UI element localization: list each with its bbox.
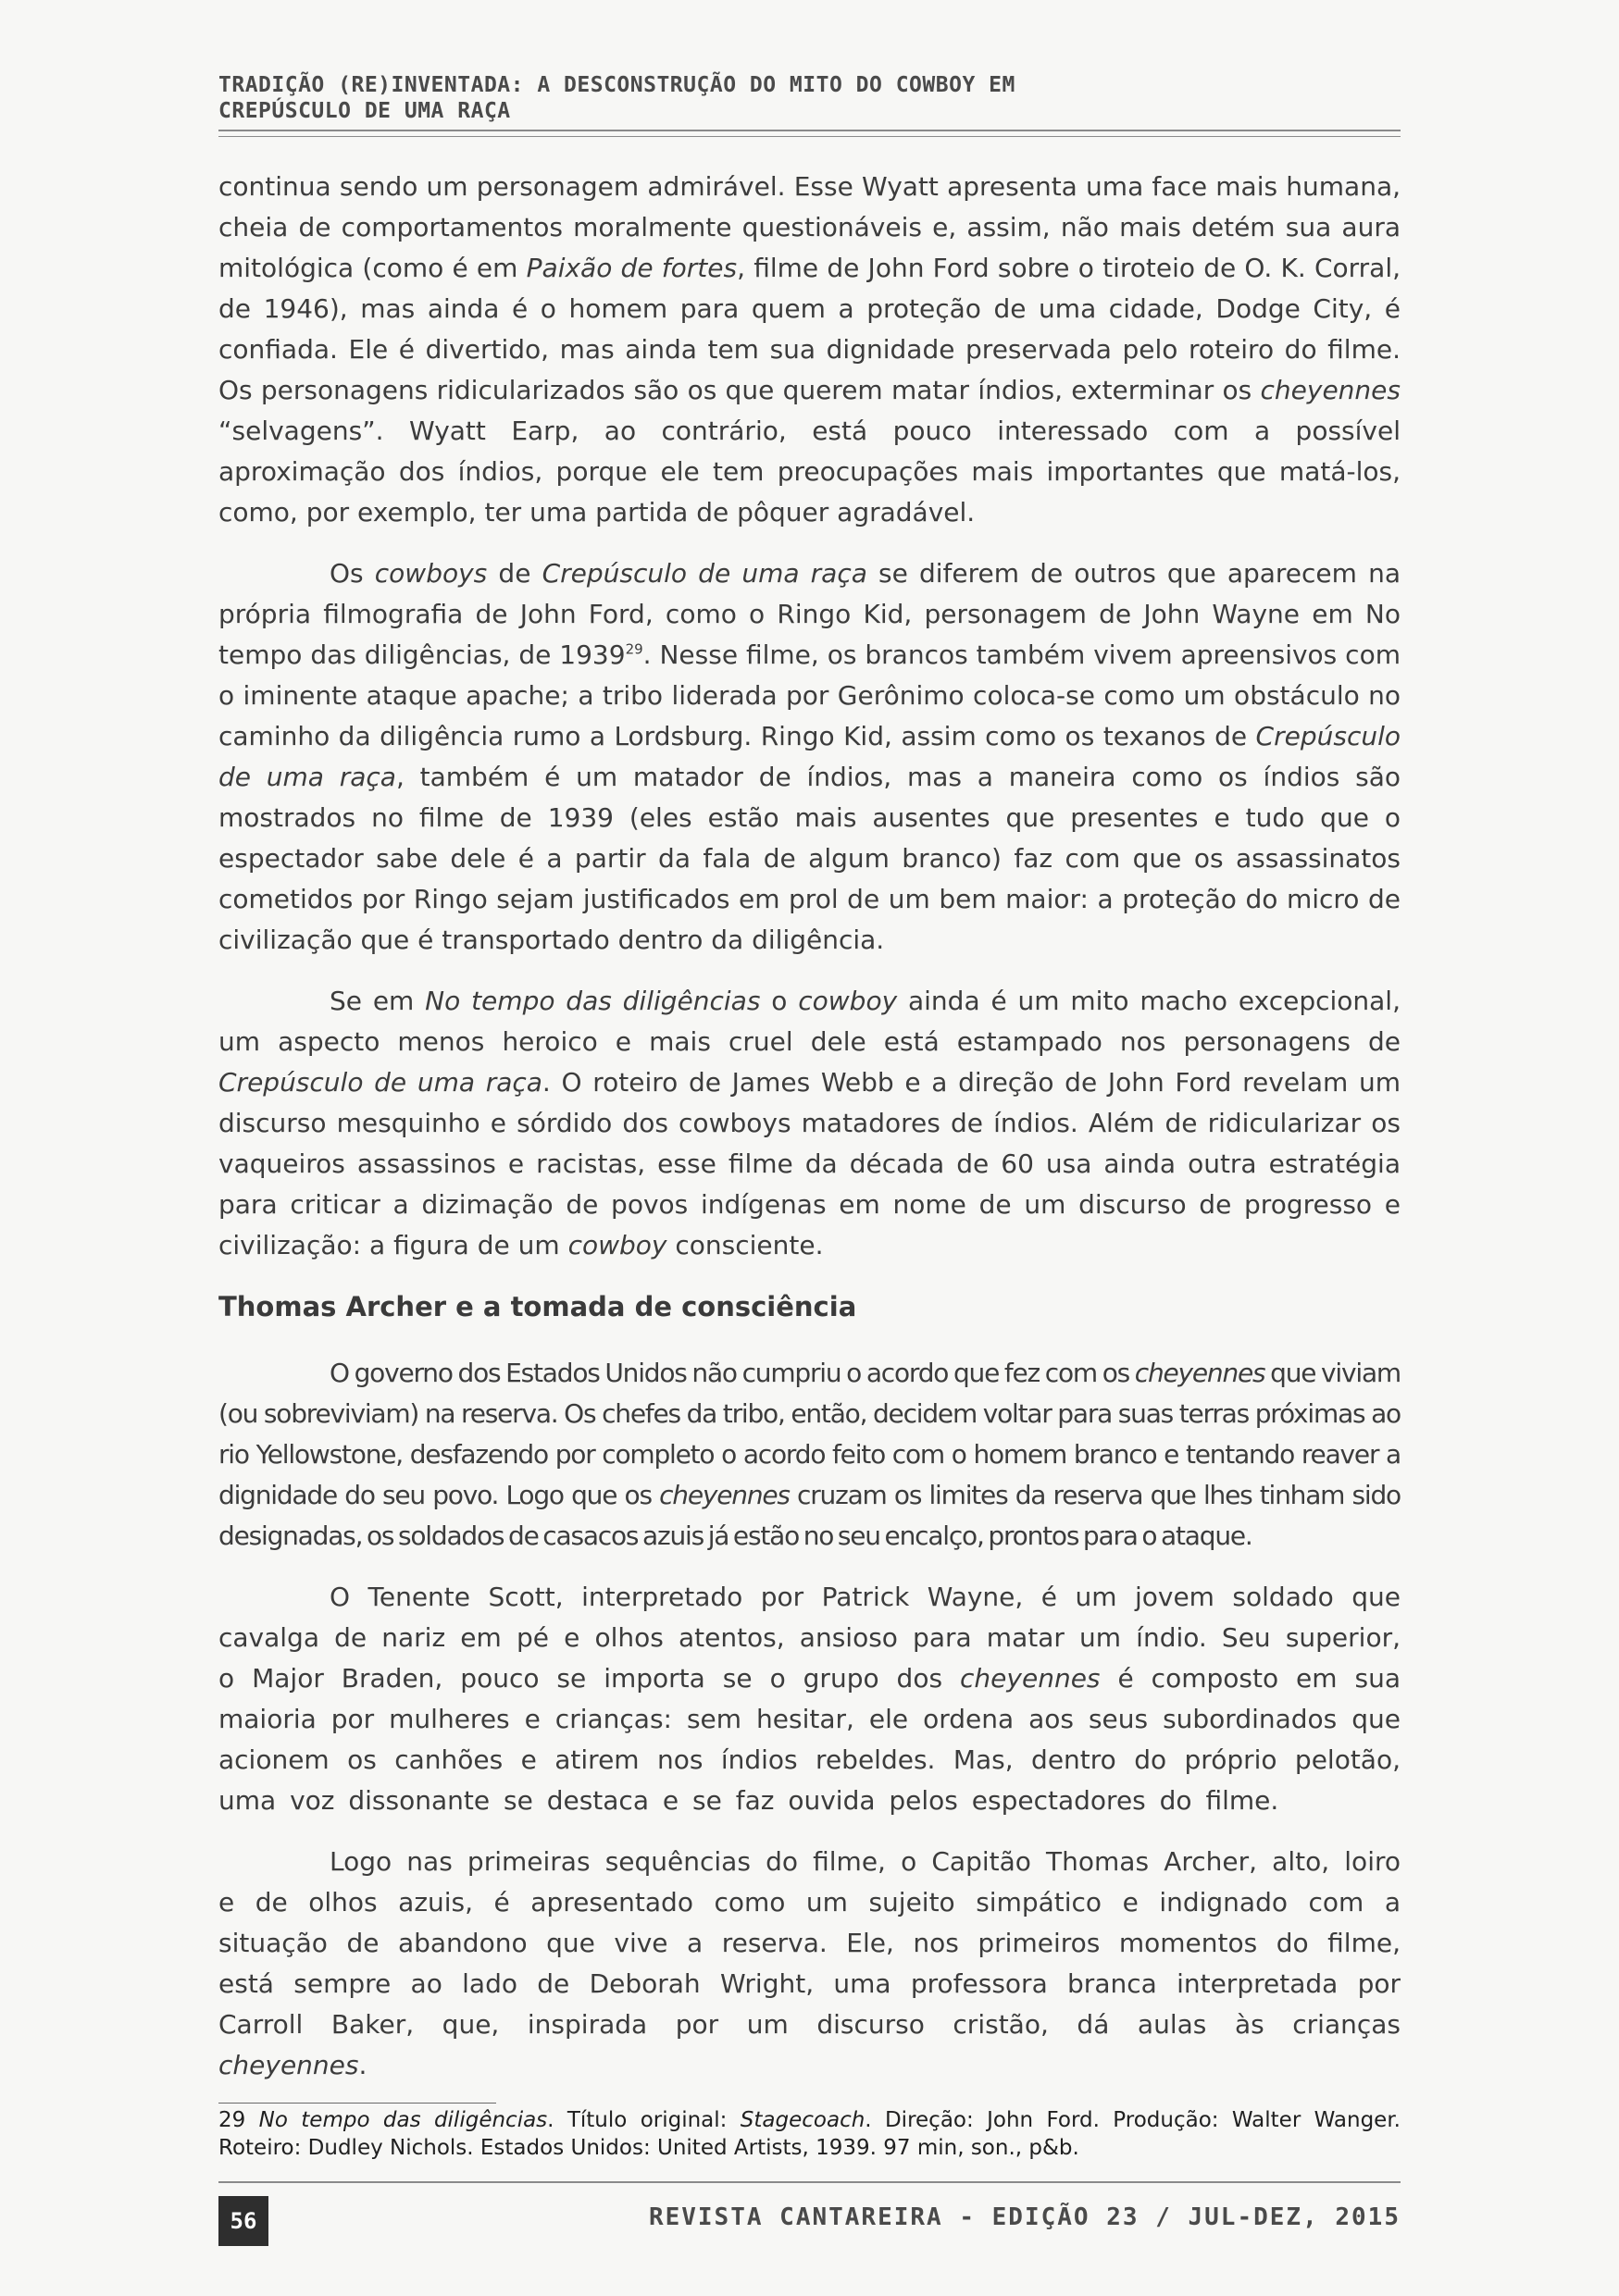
text-run: . Título original: xyxy=(547,2108,741,2132)
text-run: , também é um matador de índios, mas a maneira como os índios são mostrados no filme de 1939 (eles estão mais ausentes que presentes e tudo que o espectador sabe dele é a partir da fala de algum branco) faz com que os assassinatos cometidos por Ringo sejam justificados em prol de um bem maior: a proteção do micro de civilização que é transportado dentro da diligência. xyxy=(218,762,1401,955)
text-run: Logo nas primeiras sequências do filme, o Capitão Thomas Archer, alto, loiro e de olhos azuis, é apresentado como um sujeito simpático e indignado com a situação de abandono que vive a reserva. Ele, nos primeiros momentos do filme, está sempre ao lado de Deborah Wright, uma professora branca interpretada por Carroll Baker, que, inspirada por um discurso cristão, dá aulas às crianças xyxy=(218,1846,1401,2040)
italic-text: cheyennes xyxy=(1134,1358,1265,1388)
paragraph xyxy=(218,1353,1401,1557)
text-run: que viviam (ou sobreviviam) na reserva. Os chefes da tribo, então, decidem voltar para suas terras próximas ao rio Yellowstone, desfazendo por completo o acordo feito com o homem branco e tentando reaver a dignidade do seu povo. Logo que os xyxy=(218,1358,1401,1510)
text-run: . xyxy=(358,2050,367,2080)
text-run: o xyxy=(760,986,799,1016)
paragraph xyxy=(218,553,1401,961)
text-run: se diferem de outros que aparecem na própria filmografia de John Ford, como o Ringo Kid, personagem de John Wayne em No tempo das diligências, de 1939 xyxy=(218,558,1401,670)
italic-text: No tempo das diligências xyxy=(425,986,761,1016)
text-run: . Direção: John Ford. Produção: Walter Wanger. Roteiro: Dudley Nichols. Estados Unidos: United Artists, 1939. 97 min, son., p&b. xyxy=(218,2108,1401,2160)
text-run: cruzam os limites da reserva que lhes tinham sido designadas, os soldados de casacos azuis já estão no seu encalço, prontos para o ataque. xyxy=(218,1480,1401,1551)
text-run: . O roteiro de James Webb e a direção de John Ford revelam um discurso mesquinho e sórdido dos cowboys matadores de índios. Além de ridicularizar os vaqueiros assassinos e racistas, esse filme da década de 60 usa ainda outra estratégia para criticar a dizimação de povos indígenas em nome de um discurso de progresso e civilização: a figura de um xyxy=(218,1067,1401,1260)
italic-text: No tempo das diligências xyxy=(258,2108,548,2132)
paragraph xyxy=(218,981,1401,1266)
italic-text: cowboy xyxy=(567,1230,667,1260)
italic-text: Paixão de fortes xyxy=(526,253,738,283)
italic-text: cheyennes xyxy=(218,2050,359,2080)
footnote xyxy=(218,2106,1401,2162)
body-section-2 xyxy=(218,1353,1401,2106)
text-run: Se em xyxy=(330,986,426,1016)
body-section-1 xyxy=(218,167,1401,1286)
text-run: O Tenente Scott, interpretado por Patrick Wayne, é um jovem soldado que cavalga de nariz em pé e olhos atentos, ansioso para matar um índio. Seu superior, o Major Braden, pouco se importa se o grupo dos xyxy=(218,1582,1401,1694)
italic-text: Stagecoach xyxy=(740,2108,866,2132)
paragraph xyxy=(218,1577,1401,1821)
italic-text: Crepúsculo de uma raça xyxy=(542,558,867,589)
text-run: 29 xyxy=(218,2108,259,2132)
text-run: ainda é um mito macho excepcional, um aspecto menos heroico e mais cruel dele está estampado nos personagens de xyxy=(218,986,1401,1057)
text-run: . Nesse filme, os brancos também vivem apreensivos com o iminente ataque apache; a tribo liderada por Gerônimo coloca-se como um obstáculo no caminho da diligência rumo a Lordsburg. Ringo Kid, assim como os texanos de xyxy=(218,639,1401,751)
header-rule xyxy=(218,130,1401,131)
text-run: é composto em sua maioria por mulheres e crianças: sem hesitar, ele ordena aos seus subordinados que acionem os canhões e atirem nos índios rebeldes. Mas, dentro do próprio pelotão, uma voz dissonante se destaca e se faz ouvida pelos espectadores do filme. xyxy=(218,1663,1401,1816)
italic-text: cowboys xyxy=(374,558,488,589)
italic-text: Crepúsculo de uma raça xyxy=(218,721,1401,792)
italic-text: cowboy xyxy=(798,986,898,1016)
section-heading: Thomas Archer e a tomada de consciência xyxy=(218,1291,857,1322)
paragraph xyxy=(218,1842,1401,2086)
header-rule-thin xyxy=(218,136,1401,137)
page-number: 56 xyxy=(218,2196,268,2246)
text-run: consciente. xyxy=(666,1230,824,1260)
italic-text: cheyennes xyxy=(1260,375,1401,405)
footer-rule xyxy=(218,2181,1401,2183)
italic-text: Crepúsculo de uma raça xyxy=(218,1067,542,1098)
text-run: Os xyxy=(330,558,375,589)
footnote-ref: 29 xyxy=(625,640,643,658)
italic-text: cheyennes xyxy=(960,1663,1101,1694)
text-run: continua sendo um personagem admirável. Esse Wyatt apresenta uma face mais humana, cheia de comportamentos moralmente questionáveis e, assim, não mais detém sua aura mitológica (como é em xyxy=(218,171,1401,283)
journal-footer: REVISTA CANTAREIRA - EDIÇÃO 23 / JUL-DEZ, 2015 xyxy=(648,2203,1401,2231)
text-run: O governo dos Estados Unidos não cumpriu o acordo que fez com os xyxy=(330,1358,1135,1388)
text-run: , filme de John Ford sobre o tiroteio de O. K. Corral, de 1946), mas ainda é o homem para quem a proteção de uma cidade, Dodge City, é confiada. Ele é divertido, mas ainda tem sua dignidade preservada pelo roteiro do filme. Os personagens ridicularizados são os que querem matar índios, exterminar os xyxy=(218,253,1401,405)
italic-text: cheyennes xyxy=(659,1480,790,1510)
running-header: TRADIÇÃO (RE)INVENTADA: A DESCONSTRUÇÃO DO MITO DO COWBOY EM CREPÚSCULO DE UMA RAÇA xyxy=(218,73,1015,123)
paragraph xyxy=(218,167,1401,533)
text-run: “selvagens”. Wyatt Earp, ao contrário, está pouco interessado com a possível aproximação dos índios, porque ele tem preocupações mais importantes que matá-los, como, por exemplo, ter uma partida de pôquer agradável. xyxy=(218,416,1401,527)
footnote-rule xyxy=(218,2103,496,2104)
text-run: de xyxy=(487,558,542,589)
